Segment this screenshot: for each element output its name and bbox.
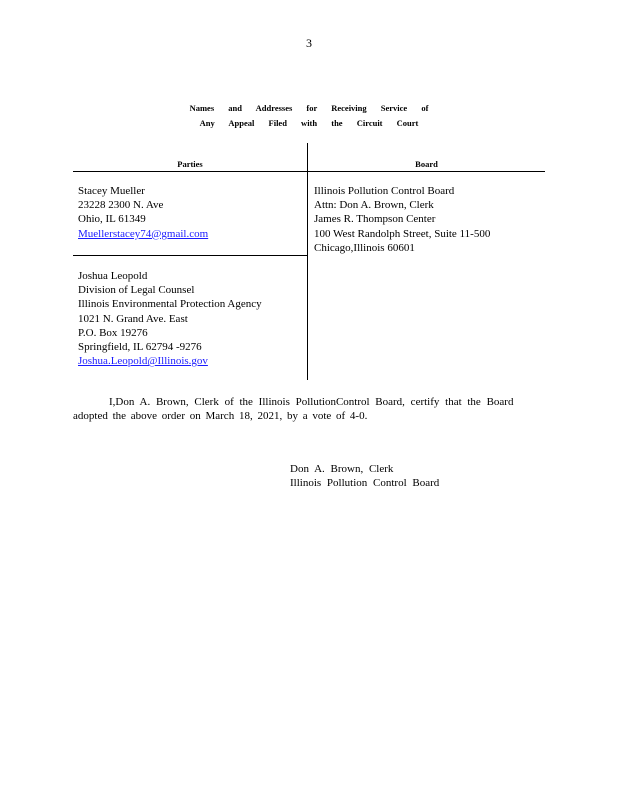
party-address-line: Ohio, IL 61349 xyxy=(78,213,146,226)
board-street: 100 West Randolph Street, Suite 11-500 xyxy=(314,227,491,240)
party-stacey-mueller xyxy=(78,184,208,241)
certification-line-1: I,Don A. Brown, Clerk of the Illinois PollutionControl Board, certify that the Board xyxy=(109,396,514,408)
signature-org: Illinois Pollution Control Board xyxy=(290,477,440,490)
certification-paragraph xyxy=(73,395,514,423)
party-address-line: 1021 N. Grand Ave. East xyxy=(78,312,188,325)
party-address-line: 23228 2300 N. Ave xyxy=(78,199,164,212)
party-email-link[interactable]: Joshua.Leopold@Illinois.gov xyxy=(78,355,208,368)
party-joshua-leopold xyxy=(78,269,262,368)
board-attn: Attn: Don A. Brown, Clerk xyxy=(314,199,434,212)
party-po-box: P.O. Box 19276 xyxy=(78,326,148,339)
certification-line-2: adopted the above order on March 18, 2021, by a vote of 4-0. xyxy=(73,410,368,423)
party-division: Division of Legal Counsel xyxy=(78,284,195,297)
board-city: Chicago,Illinois 60601 xyxy=(314,241,415,254)
board-address xyxy=(314,184,490,255)
table-row-divider xyxy=(73,255,307,256)
party-name: Stacey Mueller xyxy=(78,185,145,197)
board-name: Illinois Pollution Control Board xyxy=(314,185,455,197)
column-header-parties: Parties xyxy=(177,159,203,169)
page-number: 3 xyxy=(306,36,312,50)
table-header-rule xyxy=(73,171,545,172)
signature-name: Don A. Brown, Clerk xyxy=(290,463,394,475)
board-building: James R. Thompson Center xyxy=(314,213,436,226)
table-column-divider xyxy=(307,143,308,380)
heading-line-2: Any Appeal Filed with the Circuit Court xyxy=(199,118,419,128)
party-email-link[interactable]: Muellerstacey74@gmail.com xyxy=(78,227,209,240)
column-header-board: Board xyxy=(415,159,438,169)
party-name: Joshua Leopold xyxy=(78,270,148,282)
party-city: Springfield, IL 62794 -9276 xyxy=(78,341,202,354)
heading-line-1: Names and Addresses for Receiving Service of xyxy=(189,103,429,113)
party-agency: Illinois Environmental Protection Agency xyxy=(78,298,262,311)
signature-block xyxy=(290,462,439,490)
